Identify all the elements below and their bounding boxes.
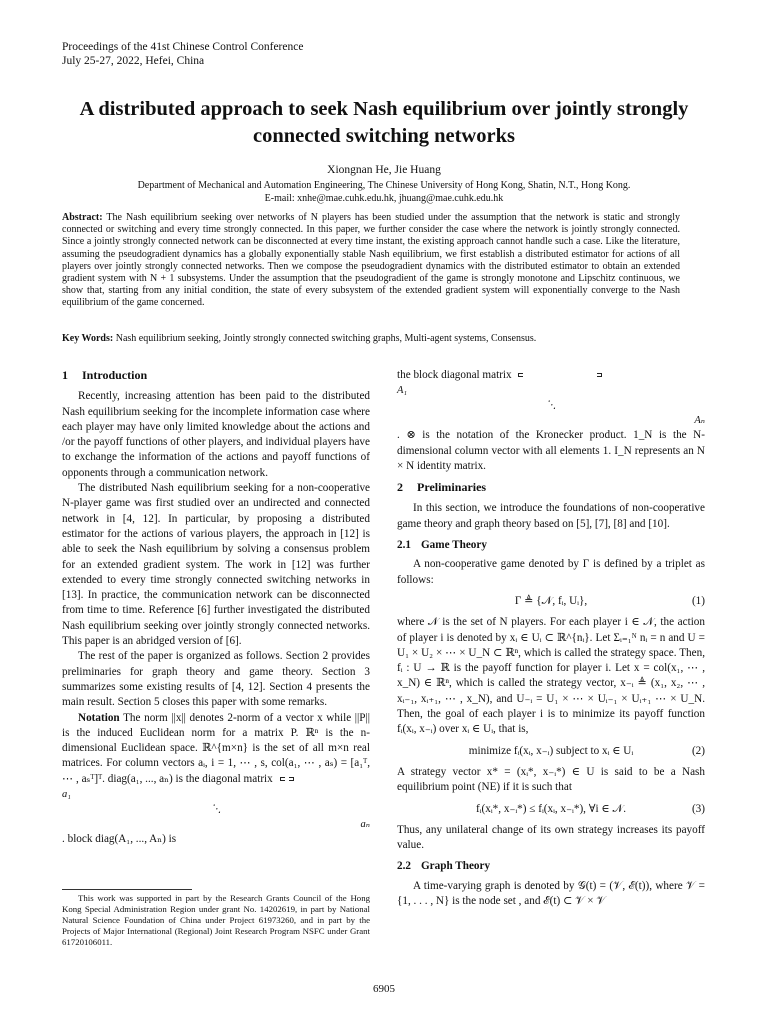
block-diag-paragraph xyxy=(397,368,705,383)
abstract xyxy=(62,212,680,310)
equation-3 xyxy=(397,802,705,817)
block-diag-prefix: the block diagonal matrix xyxy=(397,369,512,381)
abstract-text: The Nash equilibrium seeking over networks of N players has been studied under the assumption that the network is static and strongly connected or switching and every time strongly connected. In this paper, we further consider the case where the network is jointly strongly connected. Since a jointly strongly connected network can be disconnected at every time instant, the existing approach cannot handle such a case. Like the literature, assuming the pseudogradient dynamics has a globally exponentially stable Nash equilibrium, we first establish a distributed estimator for actions of all players over jointly strongly connected networks. Then we compose the pseudogradient dynamics with the distributed estimator to obtain an extended gradient system with N + 1 subsystems. Under the assumption that the pseudogradient of the game is strongly monotone and Lipschitz continuous, we show that, starting from any initial condition, the state of every subsystem of the extended gradient system will exponentially converge to the Nash equilibrium of the game concerned. xyxy=(62,212,680,309)
venue-date-line: July 25-27, 2022, Hefei, China xyxy=(62,55,205,67)
notation-paragraph xyxy=(62,711,370,787)
footnote xyxy=(62,893,370,948)
abstract-label: Abstract: xyxy=(62,212,103,223)
keywords-text: Nash equilibrium seeking, Jointly strongly connected switching graphs, Multi-agent systems, Consensus. xyxy=(115,333,537,344)
block-diag-suffix: . ⊗ is the notation of the Kronecker product. 1_N is the N-dimensional column vector with all elements 1. I_N represents an N × N identity matrix. xyxy=(397,429,705,472)
notation-tail: . block diag(A₁, ..., Aₙ) is xyxy=(62,833,177,846)
matrix-entry: Aₙ xyxy=(694,415,705,427)
section-number: 2 xyxy=(397,480,403,495)
matrix-entry: aₙ xyxy=(360,819,370,831)
subsection-heading-game-theory xyxy=(397,538,705,553)
matrix-entry: ⋱ xyxy=(210,804,222,816)
right-column xyxy=(397,368,705,909)
matrix-entry: A₁ xyxy=(397,385,408,397)
equation-body: fᵢ(xᵢ*, x₋ᵢ*) ≤ fᵢ(xᵢ, x₋ᵢ*), ∀i ∈ 𝒩. xyxy=(475,802,627,815)
notation-text: The norm ||x|| denotes 2-norm of a vector x while ||P|| is the induced Euclidean norm for a matrix P. ℝⁿ is the n-dimensional Euclidean space. ℝ^{m×n} is the set of all m×n real matrices. For column vectors aᵢ, i = 1, ⋯ , s, col(a₁, ⋯ , aₛ) = [a₁ᵀ, ⋯ , aₛᵀ]ᵀ. diag(a₁, ..., aₙ) is the diagonal matrix xyxy=(62,711,370,785)
venue-line: Proceedings of the 41st Chinese Control Conference xyxy=(62,41,304,53)
equation-body: minimize fᵢ(xᵢ, x₋ᵢ) subject to xᵢ ∈ Uᵢ xyxy=(468,744,634,757)
equation-1 xyxy=(397,594,705,609)
equation-number: (3) xyxy=(691,802,705,815)
keywords xyxy=(62,333,680,345)
paragraph: Thus, any unilateral change of its own strategy increases its payoff value. xyxy=(397,823,705,852)
subsection-number: 2.1 xyxy=(397,539,411,552)
keywords-label: Key Words: xyxy=(62,333,114,344)
subsection-title: Game Theory xyxy=(420,539,487,552)
authors: Xiongnan He, Jie Huang xyxy=(327,164,441,176)
footnote-rule xyxy=(62,889,192,890)
section-heading-introduction xyxy=(62,368,370,383)
section-heading-preliminaries xyxy=(397,480,705,495)
paper-title: A distributed approach to seek Nash equilibrium over jointly strongly connected switching networks xyxy=(79,98,689,147)
subsection-number: 2.2 xyxy=(397,860,411,873)
diag-matrix xyxy=(280,777,294,781)
equation-number: (1) xyxy=(691,594,705,607)
equation-2 xyxy=(397,744,705,759)
paragraph: In this section, we introduce the foundations of non-cooperative game theory and graph theory based on [5], [7], [8] and [10]. xyxy=(397,502,705,530)
conference-header xyxy=(62,40,303,68)
section-title: Preliminaries xyxy=(417,480,487,495)
block-diag-matrix xyxy=(518,373,602,377)
matrix-entry: a₁ xyxy=(62,789,71,801)
email: E-mail: xnhe@mae.cuhk.edu.hk, jhuang@mae.cuhk.edu.hk xyxy=(264,192,504,204)
affiliation-block xyxy=(60,180,708,205)
paragraph: The rest of the paper is organized as follows. Section 2 provides preliminaries for graph theory and game theory. Section 3 summarizes some existing results of [4, 12]. Section 4 presents the main result. Section 5 closes this paper with some remarks. xyxy=(62,650,370,709)
matrix-entry: ⋱ xyxy=(545,400,557,412)
paragraph: where 𝒩 is the set of N players. For each player i ∈ 𝒩, the action of player i is denoted by xᵢ ∈ Uᵢ ⊂ ℝ^{nᵢ}. Let Σᵢ₌₁ᴺ nᵢ = n and U = U₁ × U₂ × ⋯ × U_N ⊂ ℝⁿ, which is called the strategy space. Then, fᵢ : U → ℝ is the payoff function for player i. Let x = col(x₁, ⋯ , x_N) ∈ ℝⁿ, which is called the strategy vector, x₋ᵢ ≜ (x₁, x₂, ⋯ , xᵢ₋₁, xᵢ₊₁, ⋯ , x_N), and U₋ᵢ = U₁ × ⋯ × Uᵢ₋₁ × Uᵢ₊₁ ⋯ × U_N. Then, the goal of each player i is to minimize its payoff function fᵢ(xᵢ, x₋ᵢ) over xᵢ ∈ Uᵢ, that is, xyxy=(397,616,705,736)
subsection-heading-graph-theory xyxy=(397,859,705,874)
notation-label: Notation xyxy=(78,711,120,724)
paragraph: A strategy vector x* = (xᵢ*, x₋ᵢ*) ∈ U is said to be a Nash equilibrium point (NE) if it is such that xyxy=(397,765,705,794)
paragraph: A time-varying graph is denoted by 𝒢(t) = (𝒱, ℰ(t)), where 𝒱 = {1, . . . , N} is the node set , and ℰ(t) ⊂ 𝒱 × 𝒱 xyxy=(397,879,705,908)
equation-number: (2) xyxy=(691,744,705,757)
footnote-text: This work was supported in part by the Research Grants Council of the Hong Kong Special Administration Region under grant No. 14202619, in part by National Natural Science Foundation of China under Project 61973260, and in part by the Projects of Major International (Regional) Joint Research Program NSFC under Grant 61720106011. xyxy=(62,893,370,947)
affiliation: Department of Mechanical and Automation Engineering, The Chinese University of Hong Kong, Shatin, N.T., Hong Kong. xyxy=(137,180,631,191)
equation-body: Γ ≜ {𝒩, fᵢ, Uᵢ}, xyxy=(514,594,588,607)
section-number: 1 xyxy=(62,368,68,382)
left-column xyxy=(62,362,370,847)
page-number: 6905 xyxy=(373,983,395,995)
subsection-title: Graph Theory xyxy=(420,860,491,873)
paragraph: Recently, increasing attention has been paid to the distributed Nash equilibrium seeking for the incomplete information case where each player may have only limited knowledge about the actions and /or the payoff functions of other players, and individual players have to exchange the information of the actions and payoff functions of opponents through a communication network. xyxy=(62,390,370,479)
paragraph: The distributed Nash equilibrium seeking for a non-cooperative N-player game was first studied over an undirected and connected network in [4, 12]. In particular, by proposing a distributed estimator for the actions of various players, the approach in [12] is able to seek the Nash equilibrium by solving a consensus problem for an extended gradient system. The work in [12] was further extended to every time strongly connected switching networks in [13]. In practice, the communication network can be disconnected from time to time. Reference [6] further investigated the distributed Nash equilibrium seeking over jointly strongly connected networks. This paper is an abridged version of [6]. xyxy=(62,482,370,648)
paragraph: A non-cooperative game denoted by Γ is defined by a triplet as follows: xyxy=(397,558,705,586)
section-title: Introduction xyxy=(82,368,148,382)
